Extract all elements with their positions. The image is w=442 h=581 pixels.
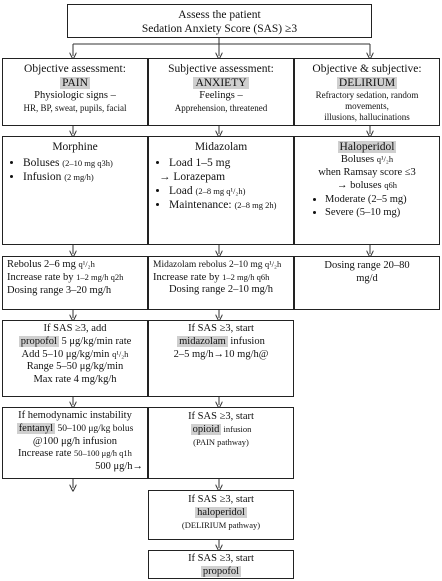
midazolam-increase-rate: Increase rate by 1–2 mg/h q6h <box>153 271 270 283</box>
propofol-add-box <box>2 320 148 397</box>
anxiety-feelings: Feelings – <box>199 90 243 102</box>
lorazepam-maintenance: • Maintenance: (2–8 mg 2h) <box>169 198 287 212</box>
midazolam-rebolus: Midazolam rebolus 2–10 mg q¹/₂h <box>153 259 282 270</box>
haloperidol-start-box <box>148 490 294 540</box>
lorazepam-load: • Load (2–8 mg q¹/₂h) <box>169 184 287 198</box>
haloperidol-dosing-range: Dosing range 20–80 <box>324 260 410 271</box>
propofol-start-box <box>148 550 294 579</box>
pain-signs-list: HR, BP, sweat, pupils, facial <box>23 102 127 113</box>
opioid-infusion-box <box>148 407 294 479</box>
delirium-assessment-box <box>294 58 440 126</box>
haloperidol-box <box>294 136 440 245</box>
fentanyl-max: 500 μg/h→ <box>95 461 143 473</box>
morphine-increase-rate: Increase rate by 1–2 mg/h q2h <box>7 271 124 283</box>
propofol-rate: propofol 5 μg/kg/min rate <box>20 335 132 347</box>
delirium-signs-2: illusions, hallucinations <box>324 111 410 122</box>
haloperidol-boluses: Boluses q¹/₂h <box>340 154 394 166</box>
morphine-infusion: • Infusion (2 mg/h) <box>23 170 141 184</box>
morphine-box <box>2 136 148 245</box>
fentanyl-infusion: @100 μg/h infusion <box>32 435 118 447</box>
morphine-rebolus: Rebolus 2–6 mg q¹/₂h <box>7 259 95 270</box>
assess-title: Assess the patient <box>178 9 261 21</box>
propofol-range: Range 5–50 μg/kg/min <box>26 361 124 373</box>
haloperidol-title: Haloperidol <box>339 141 395 153</box>
midazolam-box <box>148 136 294 245</box>
propofol-add: Add 5–10 μg/kg/min q¹/₂h <box>21 348 129 360</box>
propofol-max-rate: Max rate 4 mg/kg/h <box>33 374 117 386</box>
opioid-condition: If SAS ≥3, start <box>188 411 254 422</box>
midazolam-title: Midazolam <box>194 141 248 153</box>
midazolam-infusion-rate: 2–5 mg/h→10 mg/h@ <box>173 348 269 360</box>
anxiety-assessment-label: Subjective assessment: <box>168 63 274 75</box>
morphine-title: Morphine <box>52 141 98 153</box>
pain-label: PAIN <box>62 77 88 90</box>
pain-assessment-box <box>2 58 148 126</box>
anxiety-assessment-box <box>148 58 294 126</box>
haloperidol-dosing-box <box>294 256 440 310</box>
propofol-final-condition: If SAS ≥3, start <box>188 553 254 564</box>
delirium-signs: Refractory sedation, random movements, <box>315 90 419 111</box>
sas-criterion: Sedation Anxiety Score (SAS) ≥3 <box>141 23 298 36</box>
anxiety-feelings-list: Apprehension, threatened <box>174 102 268 113</box>
propofol-condition: If SAS ≥3, add <box>43 323 107 334</box>
haloperidol-condition: If SAS ≥3, start <box>188 494 254 505</box>
ramsay-condition: when Ramsay score ≤3 <box>318 166 416 178</box>
haloperidol-boluses-q6h: → boluses q6h <box>337 179 397 191</box>
haloperidol-dosing-unit: mg/d <box>356 272 378 284</box>
haloperidol-severe: • Severe (5–10 mg) <box>325 207 435 220</box>
fentanyl-condition: If hemodynamic instability <box>18 410 132 421</box>
opioid-pathway: (PAIN pathway) <box>193 436 249 447</box>
haloperidol-moderate: • Moderate (2–5 mg) <box>325 194 435 207</box>
fentanyl-increase-rate: Increase rate 50–100 μg/h q1h <box>18 448 132 460</box>
midazolam-infusion-box <box>148 320 294 397</box>
fentanyl-bolus: fentanyl 50–100 μg/kg bolus <box>18 422 134 434</box>
midazolam-load: • Load 1–5 mg <box>169 156 287 170</box>
pain-assessment-label: Objective assessment: <box>24 63 126 75</box>
midazolam-infusion-condition: If SAS ≥3, start <box>188 323 254 334</box>
morphine-dosing-range: Dosing range 3–20 mg/h <box>7 284 112 296</box>
delirium-pathway: (DELIRIUM pathway) <box>181 519 261 530</box>
midazolam-rebolus-box <box>148 256 294 310</box>
haloperidol-start: haloperidol <box>197 506 245 518</box>
assess-patient-box <box>67 4 372 38</box>
midazolam-infusion-start: midazolam infusion <box>179 335 265 347</box>
morphine-rebolus-box <box>2 256 148 310</box>
opioid-start: opioid infusion <box>192 423 252 435</box>
delirium-label: DELIRIUM <box>338 77 396 90</box>
propofol-final: propofol <box>202 565 240 577</box>
delirium-assessment-label: Objective & subjective: <box>312 63 422 75</box>
anxiety-label: ANXIETY <box>195 77 247 90</box>
fentanyl-box <box>2 407 148 479</box>
pain-signs: Physiologic signs – <box>34 90 116 102</box>
morphine-boluses: • Boluses (2–10 mg q3h) <box>23 156 141 170</box>
lorazepam-switch: → Lorazepam <box>159 171 226 184</box>
midazolam-dosing-range: Dosing range 2–10 mg/h <box>168 284 274 296</box>
